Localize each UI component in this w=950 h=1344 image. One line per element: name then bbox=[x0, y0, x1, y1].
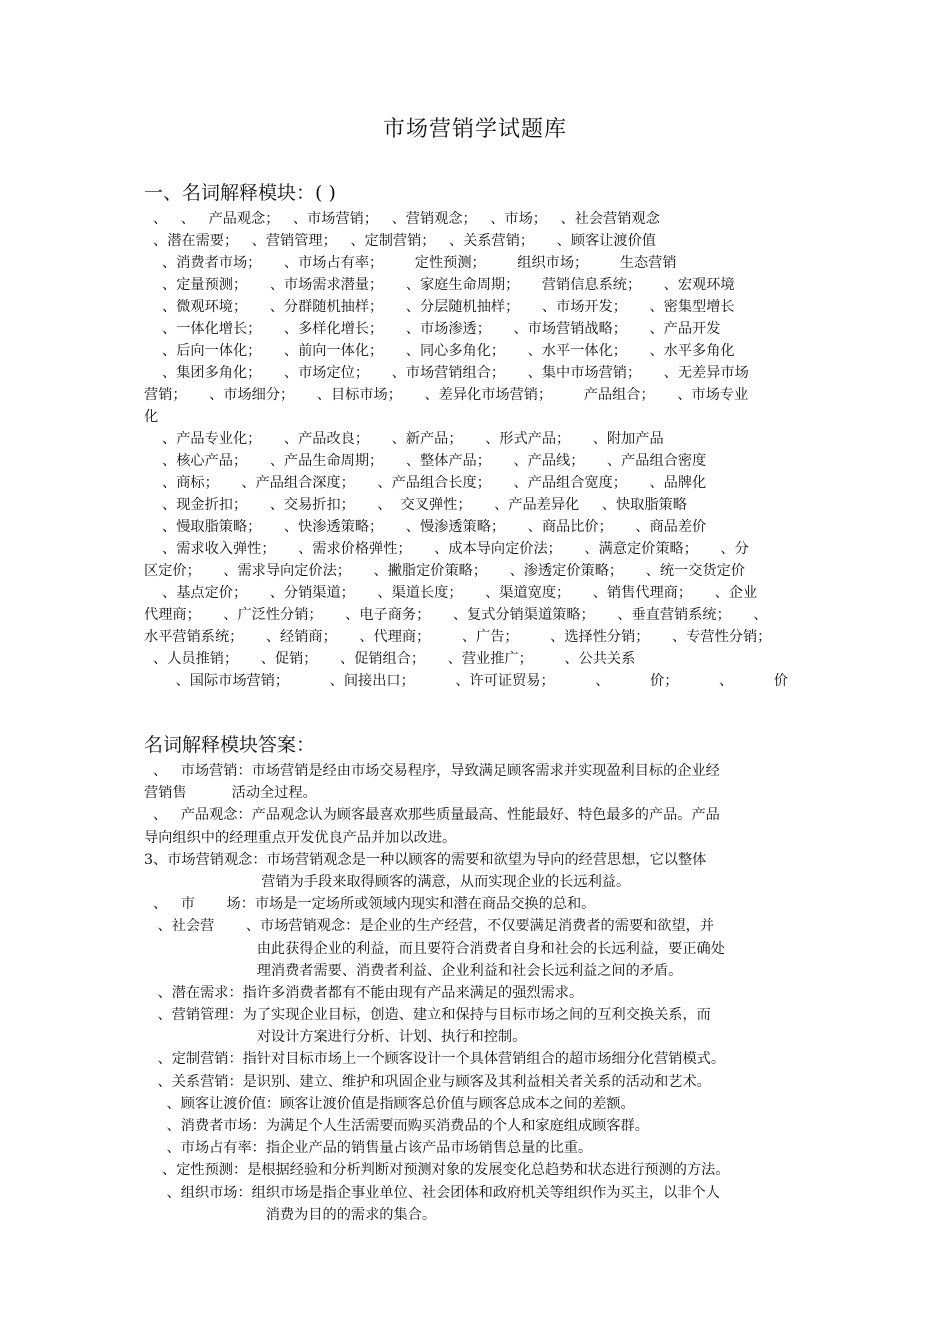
section-heading-terms: 一、名词解释模块：( ) bbox=[144, 182, 336, 204]
answer-line: 3、市场营销观念：市场营销观念是一种以顾客的需要和欲望为导向的经营思想，它以整体 bbox=[144, 851, 707, 868]
term-line: 、后向一体化； 、前向一体化； 、同心多角化； 、水平一体化； 、水平多角化 bbox=[144, 343, 735, 359]
answer-line: 、营销管理：为了实现企业目标，创造、建立和保持与目标市场之间的互利交换关系，而 bbox=[144, 1007, 711, 1024]
term-line: 、基点定价； 、分销渠道； 、渠道长度； 、渠道宽度； 、销售代理商； 、企业 bbox=[144, 585, 758, 601]
answer-line: 、潜在需求：指许多消费者都有不能由现有产品来满足的强烈需求。 bbox=[144, 984, 584, 1001]
term-line: 、潜在需要； 、营销管理； 、定制营销； 、关系营销； 、顾客让渡价值 bbox=[144, 233, 656, 249]
term-line: 、集团多角化； 、市场定位； 、市场营销组合； 、集中市场营销； 、无差异市场 bbox=[144, 365, 749, 381]
answer-line: 、组织市场：组织市场是指企事业单位、社会团体和政府机关等组织作为买主，以非个人 bbox=[144, 1184, 720, 1201]
section-heading-answers: 名词解释模块答案： bbox=[144, 734, 316, 756]
term-line: 、 、 产品观念； 、市场营销； 、营销观念； 、市场； 、社会营销观念 bbox=[144, 211, 660, 227]
term-line: 、慢取脂策略； 、快渗透策略； 、慢渗透策略； 、商品比价； 、商品差价 bbox=[144, 519, 707, 535]
term-line: 化 bbox=[144, 409, 159, 425]
answer-line: 、 产品观念：产品观念认为顾客最喜欢那些质量最高、性能最好、特色最多的产品。产品 bbox=[144, 807, 720, 824]
term-line: 、现金折扣； 、交易折扣； 、 交叉弹性； 、产品差异化 、快取脂策略 bbox=[144, 497, 687, 513]
term-line: 、核心产品； 、产品生命周期； 、整体产品； 、产品线； 、产品组合密度 bbox=[144, 453, 707, 469]
term-line: 、产品专业化； 、产品改良； 、新产品； 、形式产品； 、附加产品 bbox=[144, 431, 664, 447]
term-line: 区定价； 、需求导向定价法； 、撇脂定价策略； 、渗透定价策略； 、统一交货定价 bbox=[144, 563, 745, 579]
answer-line: 营销售 活动全过程。 bbox=[144, 785, 317, 802]
term-line: 、国际市场营销； 、间接出口； 、许可证贸易； 、 价； 、 价 bbox=[144, 673, 788, 689]
term-line: 、商标； 、产品组合深度； 、产品组合长度； 、产品组合宽度； 、品牌化 bbox=[144, 475, 707, 491]
term-line: 、人员推销； 、促销； 、促销组合； 、营业推广； 、公共关系 bbox=[144, 651, 636, 667]
term-line: 、定量预测； 、市场需求潜量； 、家庭生命周期； 营销信息系统； 、宏观环境 bbox=[144, 277, 735, 293]
answer-line: 由此获得企业的利益，而且要符合消费者自身和社会的长远利益，要正确处 bbox=[144, 940, 725, 957]
answer-line: 消费为目的的需求的集合。 bbox=[144, 1206, 437, 1223]
answer-line: 、社会营 、市场营销观念：是企业的生产经营，不仅要满足消费者的需要和欲望，并 bbox=[144, 918, 715, 935]
answer-line: 导向组织中的经理重点开发优良产品并加以改进。 bbox=[144, 829, 457, 846]
answer-line: 、关系营销：是识别、建立、维护和巩固企业与顾客及其利益相关者关系的活动和艺术。 bbox=[144, 1073, 711, 1090]
answer-line: 营销为手段来取得顾客的满意，从而实现企业的长远利益。 bbox=[144, 873, 631, 890]
term-line: 水平营销系统； 、经销商； 、代理商； 、广告； 、选择性分销； 、专营性分销； bbox=[144, 629, 772, 645]
answer-line: 、定性预测：是根据经验和分析判断对预测对象的发展变化总趋势和状态进行预测的方法。 bbox=[144, 1162, 730, 1179]
term-line: 、一体化增长； 、多样化增长； 、市场渗透； 、市场营销战略； 、产品开发 bbox=[144, 321, 721, 337]
term-line: 、需求收入弹性； 、需求价格弹性； 、成本导向定价法； 、满意定价策略； 、分 bbox=[144, 541, 749, 557]
answer-line: 、消费者市场：为满足个人生活需要而购买消费品的个人和家庭组成顾客群。 bbox=[144, 1118, 649, 1134]
answer-line: 对设计方案进行分析、计划、执行和控制。 bbox=[144, 1029, 527, 1046]
term-line: 代理商； 、广泛性分销； 、电子商务； 、复式分销渠道策略； 、垂直营销系统； 、 bbox=[144, 607, 768, 623]
terms-list bbox=[144, 208, 808, 692]
answer-line: 理消费者需要、消费者利益、企业利益和社会长远利益之间的矛盾。 bbox=[144, 962, 683, 979]
answer-line: 、 市场营销：市场营销是经由市场交易程序，导致满足顾客需求并实现盈利目标的企业经 bbox=[144, 763, 720, 779]
term-line: 、微观环境； 、分群随机抽样； 、分层随机抽样； 、市场开发； 、密集型增长 bbox=[144, 299, 735, 315]
term-line: 营销； 、市场细分； 、目标市场； 、差异化市场营销； 产品组合； 、市场专业 bbox=[144, 387, 749, 403]
answers-list bbox=[144, 760, 808, 1226]
answer-line: 、市场占有率：指企业产品的销售量占该产品市场销售总量的比重。 bbox=[144, 1140, 593, 1157]
page-title: 市场营销学试题库 bbox=[382, 117, 567, 142]
answer-line: 、顾客让渡价值：顾客让渡价值是指顾客总价值与顾客总成本之间的差额。 bbox=[144, 1095, 635, 1112]
answer-line: 、定制营销：指针对目标市场上一个顾客设计一个具体营销组合的超市场细分化营销模式。 bbox=[144, 1051, 726, 1068]
answer-line: 、 市 场：市场是一定场所或领域内现实和潜在商品交换的总和。 bbox=[144, 896, 596, 913]
term-line: 、消费者市场； 、市场占有率； 定性预测； 组织市场； 生态营销 bbox=[144, 255, 677, 271]
